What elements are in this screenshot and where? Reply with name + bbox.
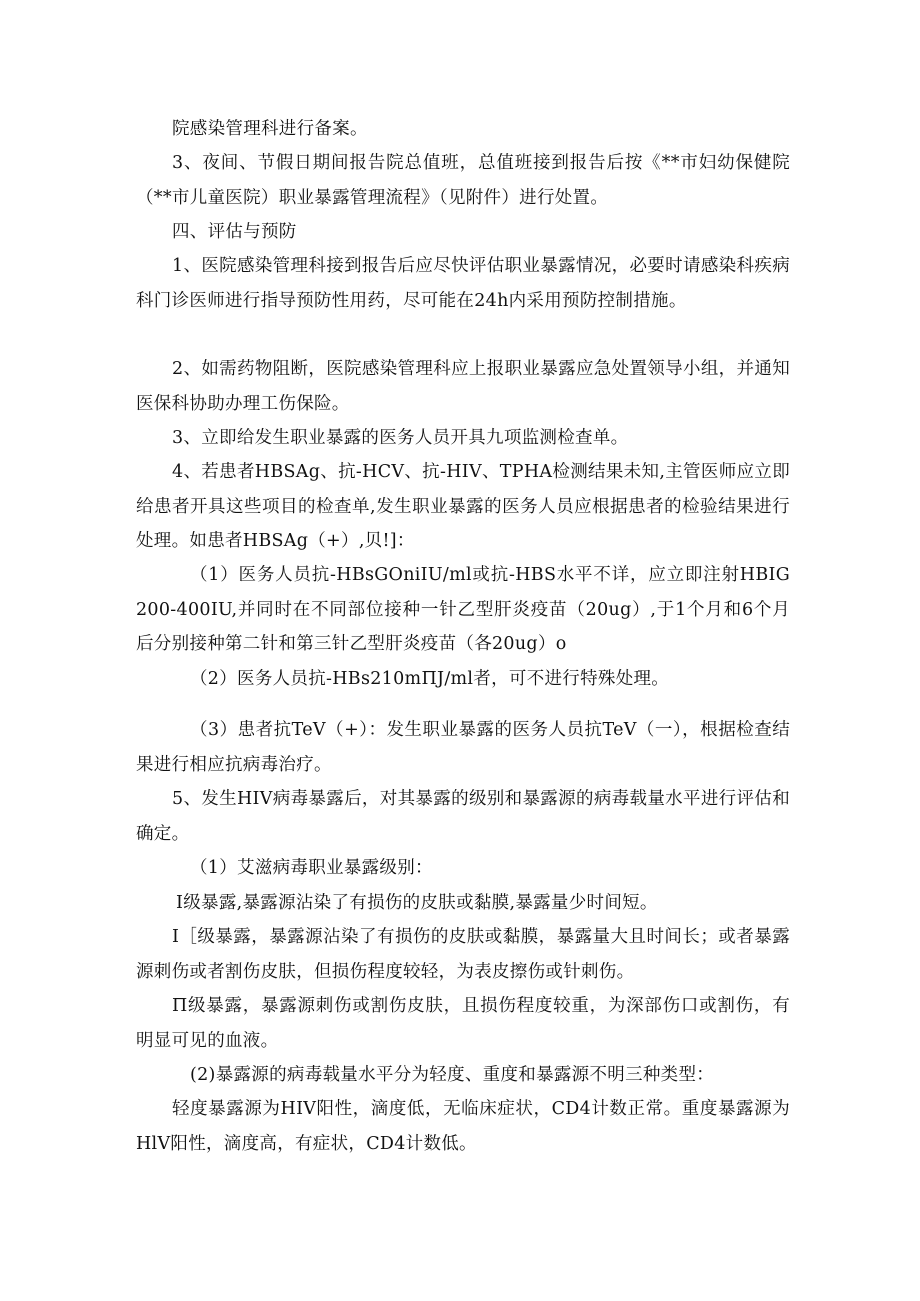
paragraph-11: （1）艾滋病毒职业暴露级别： — [190, 858, 433, 878]
paragraph-15: (2)暴露源的病毒载量水平分为轻度、重度和暴露源不明三种类型： — [190, 1065, 715, 1085]
paragraph-2: 3、夜间、节假日期间报告院总值班，总值班接到报告后按《**市妇幼保健院（**市儿童医院）职业暴露管理流程》（见附件）进行处置。 — [136, 153, 790, 208]
paragraph-5: 3、立即给发生职业暴露的医务人员开具九项监测检查单。 — [172, 428, 629, 448]
section-heading: 四、评估与预防 — [172, 222, 297, 242]
paragraph-3: 1、医院感染管理科接到报告后应尽快评估职业暴露情况，必要时请感染科疾病科门诊医师进行指导预防性用药，尽可能在24h内采用预防控制措施。 — [136, 256, 790, 311]
paragraph-7: （1）医务人员抗-HBsGOniIU/ml或抗-HBS水平不详，应立即注射HBIG200-400IU,并同时在不同部位接种一针乙型肝炎疫苗（20ug）,于1个月和6个月后分别接种第二针和第三针乙型肝炎疫苗（各20ug）o — [136, 565, 790, 654]
paragraph-12: I级暴露,暴露源沾染了有损伤的皮肤或黏膜,暴露量少时间短。 — [176, 893, 658, 913]
paragraph-10: 5、发生HIV病毒暴露后，对其暴露的级别和暴露源的病毒载量水平进行评估和确定。 — [136, 789, 790, 844]
paragraph-9: （3）患者抗TeV（+）：发生职业暴露的医务人员抗TeV（一），根据检查结果进行相应抗病毒治疗。 — [136, 720, 790, 775]
paragraph-14: Π级暴露，暴露源刺伤或割伤皮肤，且损伤程度较重，为深部伤口或割伤，有明显可见的血液。 — [136, 996, 790, 1051]
paragraph-8: （2）医务人员抗-HBs210mΠJ∕ml者，可不进行特殊处理。 — [190, 669, 670, 689]
paragraph-4: 2、如需药物阻断，医院感染管理科应上报职业暴露应急处置领导小组，并通知医保科协助办理工伤保险。 — [136, 359, 790, 414]
paragraph-6: 4、若患者HBSAg、抗-HCV、抗-HIV、TPHA检测结果未知,主管医师应立即给患者开具这些项目的检查单,发生职业暴露的医务人员应根据患者的检验结果进行处理。如患者HBSAg（+）,贝!]： — [136, 462, 790, 551]
paragraph-1: 院感染管理科进行备案。 — [172, 119, 368, 139]
paragraph-13: I［级暴露，暴露源沾染了有损伤的皮肤或黏膜，暴露量大且时间长；或者暴露源刺伤或者割伤皮肤，但损伤程度较轻，为表皮擦伤或针刺伤。 — [136, 927, 790, 982]
paragraph-16: 轻度暴露源为HIV阳性，滴度低，无临床症状，CD4计数正常。重度暴露源为HlV阳性，滴度高，有症状，CD4计数低。 — [136, 1099, 790, 1154]
